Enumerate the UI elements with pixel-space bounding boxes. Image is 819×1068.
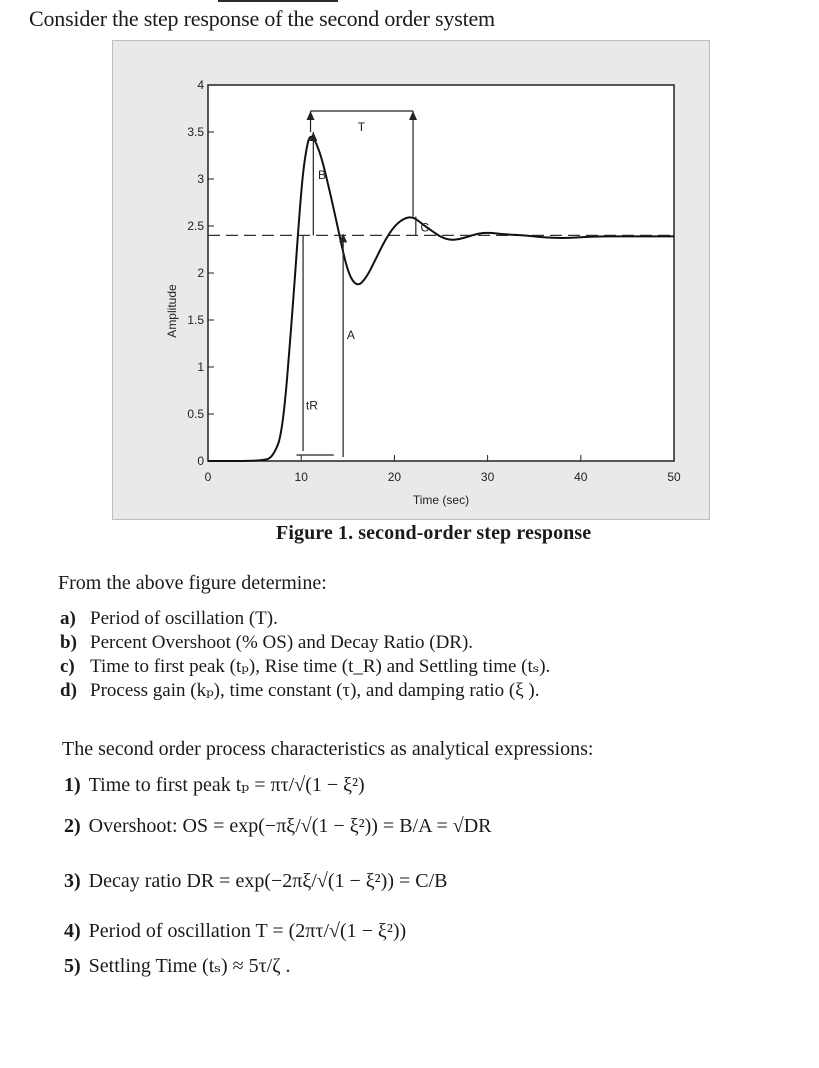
- y-tick-label: 3.5: [187, 125, 204, 139]
- page-heading: Consider the step response of the second order system: [29, 6, 495, 31]
- y-tick-label: 3: [197, 172, 204, 186]
- expressions-heading: The second order process characteristics as analytical expressions:: [62, 738, 594, 760]
- x-tick-label: 40: [574, 470, 588, 484]
- question-item: [60, 655, 550, 679]
- question-text: Process gain (kₚ), time constant (τ), and damping ratio (ξ ).: [90, 680, 540, 701]
- y-axis-label: Amplitude: [165, 284, 179, 338]
- question-item: [60, 607, 550, 631]
- equation-text: Time to first peak tₚ = πτ/√(1 − ξ²): [88, 774, 365, 796]
- top-rule: [218, 0, 338, 2]
- equation-number: 4): [64, 920, 81, 942]
- equation-number: 1): [64, 774, 81, 796]
- label-T: T: [357, 120, 366, 134]
- equation-text: Overshoot: OS = exp(−πξ/√(1 − ξ²)) = B/A = √DR: [88, 815, 492, 837]
- label-B: B: [317, 168, 326, 182]
- x-tick-label: 10: [294, 470, 308, 484]
- question-label: d): [60, 680, 77, 701]
- question-text: Period of oscillation (T).: [90, 608, 278, 629]
- figure-frame: [112, 40, 710, 520]
- label-A: A: [346, 327, 355, 342]
- question-list: [60, 607, 550, 703]
- question-label: b): [60, 632, 77, 653]
- equation-number: 2): [64, 815, 81, 837]
- equation-overshoot: [64, 815, 491, 838]
- x-tick-label: 30: [480, 470, 495, 484]
- equation-peak-time: [64, 772, 365, 797]
- y-tick-label: 1: [197, 360, 204, 374]
- equation-number: 5): [64, 955, 81, 977]
- step-response-chart: [113, 41, 709, 519]
- x-axis-label: Time (sec): [412, 493, 470, 507]
- x-tick-label: 0: [204, 470, 212, 484]
- equation-text: Period of oscillation T = (2πτ/√(1 − ξ²)): [88, 920, 407, 942]
- y-tick-label: 1.5: [187, 313, 204, 327]
- figure-caption: Figure 1. second-order step response: [276, 522, 592, 544]
- intro-text: From the above figure determine:: [58, 572, 327, 594]
- equation-number: 3): [64, 870, 81, 892]
- equation-period: [64, 920, 406, 943]
- question-label: a): [60, 608, 76, 629]
- y-tick-label: 0: [197, 454, 204, 468]
- plot-area: [208, 85, 674, 461]
- x-tick-label: 50: [667, 470, 681, 484]
- equation-settling-time: [64, 953, 291, 978]
- question-label: c): [60, 656, 75, 677]
- y-tick-label: 2.5: [187, 219, 204, 233]
- y-tick-label: 0.5: [187, 407, 204, 421]
- y-tick-label: 2: [197, 266, 204, 280]
- equation-decay-ratio: [64, 870, 448, 893]
- y-tick-label: 4: [197, 78, 204, 92]
- x-tick-label: 20: [387, 470, 402, 484]
- label-tR: tR: [305, 398, 318, 413]
- question-text: Percent Overshoot (% OS) and Decay Ratio (DR).: [90, 632, 474, 653]
- question-item: [60, 679, 550, 703]
- question-text: Time to first peak (tₚ), Rise time (t_R) and Settling time (tₛ).: [90, 656, 551, 677]
- equation-text: Decay ratio DR = exp(−2πξ/√(1 − ξ²)) = C/B: [88, 870, 448, 892]
- equation-text: Settling Time (tₛ) ≈ 5τ/ζ .: [88, 955, 291, 977]
- question-item: [60, 631, 550, 655]
- label-C: C: [420, 220, 430, 235]
